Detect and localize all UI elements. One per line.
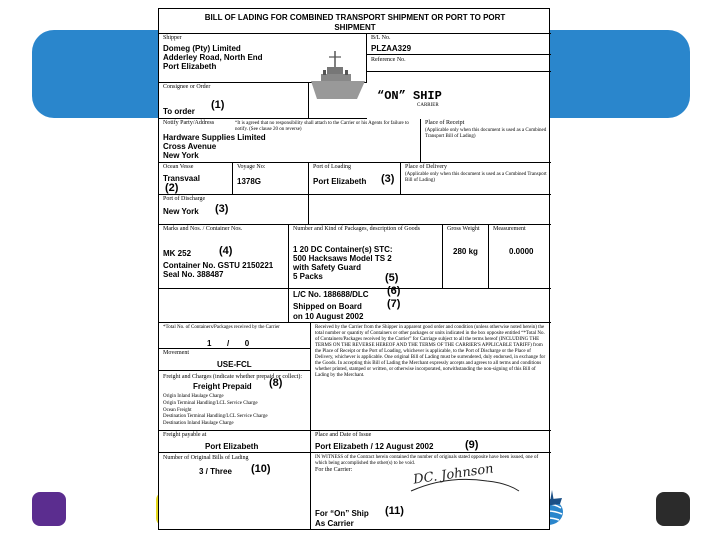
movement-label: Movement (163, 350, 189, 356)
sign-line-2: As Carrier (315, 519, 354, 528)
received-cell (311, 323, 551, 431)
discharge-label: Port of Discharge (163, 196, 206, 202)
originals-value: 3 / Three (199, 467, 232, 476)
consignee-label: Consignee or Order (163, 84, 211, 90)
notify-cell (159, 119, 421, 163)
total-value: 1 / 0 (207, 339, 250, 348)
document-title: BILL OF LADING FOR COMBINED TRANSPORT SHIPMENT OR PORT TO PORT (204, 13, 506, 22)
payable-cell (159, 431, 311, 453)
consignee-cell (159, 83, 309, 119)
measure-label: Measurement (493, 226, 526, 232)
carrier-label: CARRIER (417, 103, 439, 108)
receipt-label: Place of Receipt (425, 120, 465, 126)
packages-label: Number and Kind of Packages, description of Goods (293, 226, 420, 232)
delivery-label: Place of Delivery (405, 164, 447, 170)
vessel-cell (159, 163, 233, 195)
bl-number-cell (367, 33, 551, 55)
weight-value: 280 kg (453, 247, 478, 256)
originals-cell (159, 453, 311, 529)
charge-2: Origin Terminal Handling/LCL Service Charge (163, 401, 258, 406)
document-title-line2: SHIPMENT (334, 23, 376, 32)
marks-cell (159, 225, 289, 289)
vessel-label: Ocean Vesse (163, 164, 194, 170)
marker-5: (5) (385, 272, 399, 284)
marker-10: (10) (251, 463, 271, 475)
total-label: *Total No. of Containers/Packages received by the Carrier (163, 325, 280, 330)
shipper-value: Domeg (Pty) Limited Adderley Road, North End Port Elizabeth (163, 44, 263, 71)
weight-cell (443, 225, 489, 289)
marker-4: (4) (219, 245, 233, 257)
charge-4: Destination Terminal Handling/LCL Service Charge (163, 414, 268, 419)
charge-5: Destination Inland Haulage Charge (163, 421, 234, 426)
discharge-value: New York (163, 207, 199, 216)
charge-1: Origin Inland Haulage Charge (163, 394, 224, 399)
marker-2: (2) (165, 182, 179, 194)
received-text: Received by the Carrier from the Shipper in apparent good order and condition (unless otherwise noted herein) the total number or quantity of Containers or other packages or units indicated in the box opposite entitled “*Total No. of Containers/Packages received by the Carrier” for Carriage subject to all the terms hereof (INCLUDING THE TERMS ON THE REVERSE HEREOF AND THE TERMS OF THE CARRIER'S APPLICABLE TARIFF) from the Place of Receipt or the Port of Loading, whichever is applicable, to the Port of Discharge or the Place of Delivery, whichever is applicable. One original Bill of Lading must be surrendered, duly endorsed, in exchange for the Goods. In accepting this Bill of Lading the Merchant expressly accepts and agrees to all terms and conditions whether printed, stamped or written, or otherwise incorporated, notwithstanding the non-signing of this Bill of Lading by the Merchant. (315, 325, 546, 378)
loading-label: Port of Loading (313, 164, 351, 170)
consignee-value: To order (163, 107, 195, 116)
marker-6: (6) (387, 285, 401, 297)
measure-value: 0.0000 (509, 247, 534, 256)
carrier-name: “ON” SHIP (377, 89, 442, 103)
movement-cell (159, 349, 311, 371)
vessel-value: Transvaal (163, 174, 200, 183)
delivery-note: (Applicable only when this document is used as a Combined Transport Bill of Lading) (405, 172, 547, 183)
weight-label: Gross Weight (447, 226, 480, 232)
notify-agreement: “It is agreed that no responsibility shall attach to the Carrier or his Agents for failure to notify. (See clause 20 on reverse) (235, 121, 409, 132)
total-cell (159, 323, 311, 349)
receipt-note: (Applicable only when this document is used as a Combined Transport Bill of Lading) (425, 128, 547, 139)
delivery-cell (401, 163, 551, 195)
container-value: Container No. GSTU 2150221 Seal No. 388487 (163, 261, 274, 279)
receipt-cell (421, 119, 551, 163)
bl-number: PLZAA329 (371, 44, 412, 53)
freight-label: Freight and Charges (indicate whether prepaid or collect): (163, 374, 303, 380)
issue-cell (311, 431, 551, 453)
marker-1: (1) (211, 99, 225, 111)
charge-3: Ocean Freight (163, 408, 192, 413)
shipped-on-board: Shipped on Board (293, 302, 362, 311)
sign-line-1: For “On” Ship (315, 509, 369, 518)
freight-cell (159, 371, 311, 431)
payable-label: Freight payable at (163, 432, 207, 438)
shipper-label: Shipper (163, 35, 182, 41)
packages-cell (289, 225, 443, 289)
marker-11: (11) (385, 505, 404, 517)
bill-of-lading (158, 8, 550, 530)
for-carrier-label: For the Carrier: (315, 467, 353, 473)
loading-cell (309, 163, 401, 195)
loading-value: Port Elizabeth (313, 177, 367, 186)
signature-flourish-icon (407, 471, 525, 497)
lc-number: L/C No. 188688/DLC (293, 290, 369, 299)
signature: DC. Johnson (412, 461, 495, 488)
voyage-label: Voyage No: (237, 164, 266, 170)
voyage-value: 1378G (237, 177, 262, 186)
payable-value: Port Elizabeth (205, 442, 259, 451)
marker-9: (9) (465, 439, 479, 451)
black-square (656, 492, 690, 526)
marker-3a: (3) (381, 173, 395, 185)
measure-cell (489, 225, 551, 289)
goods-value: 1 20 DC Container(s) STC: 500 Hacksaws Model TS 2 with Safety Guard 5 Packs (293, 245, 393, 281)
marks-label: Marks and Nos. / Container Nos. (163, 226, 243, 232)
reference-label: Reference No. (371, 57, 406, 63)
place-date-label: Place and Date of Issue (315, 432, 372, 438)
marker-3b: (3) (215, 203, 229, 215)
movement-value: USE-FCL (217, 360, 252, 369)
witness-text: IN WITNESS of the Contract herein contained the number of originals stated opposite have been issued, one of which being accomplished the other(s) to be void. (315, 455, 539, 466)
notify-value: Hardware Supplies Limited Cross Avenue New York (163, 133, 266, 160)
notify-label: Notify Party/Address (163, 120, 215, 126)
shipped-date: on 10 August 2002 (293, 312, 364, 321)
discharge-cell (159, 195, 309, 225)
place-date-value: Port Elizabeth / 12 August 2002 (315, 442, 434, 451)
marks-value: MK 252 (163, 249, 192, 258)
marker-7: (7) (387, 298, 401, 310)
freight-value: Freight Prepaid (193, 382, 252, 391)
bl-label: B/L No. (371, 35, 391, 41)
marker-8: (8) (269, 377, 283, 389)
voyage-cell (233, 163, 309, 195)
originals-label: Number of Original Bills of Lading (163, 455, 249, 461)
purple-square (32, 492, 66, 526)
